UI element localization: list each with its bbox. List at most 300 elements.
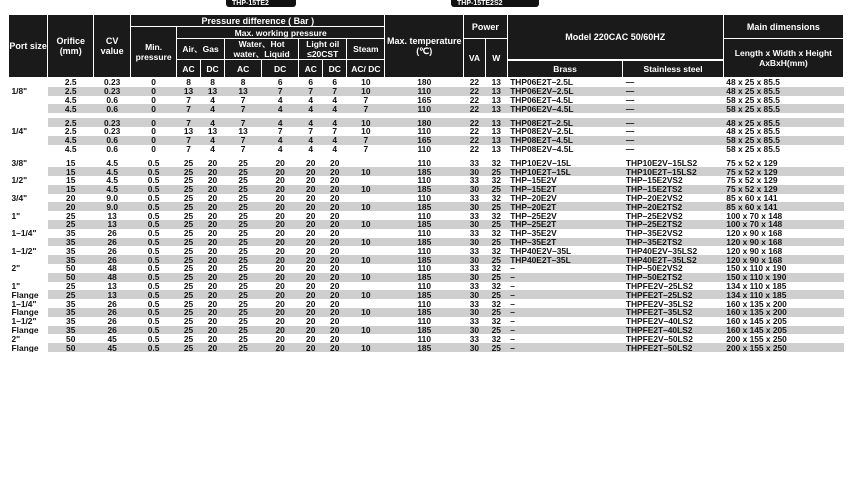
port-cell: 3/4" (11, 193, 28, 203)
water-dc-cell: 20 (262, 185, 299, 194)
max-temp-cell: 185 (385, 202, 464, 211)
cv-cell: 45 (94, 343, 131, 352)
min-pressure-cell: 0.5 (131, 326, 177, 335)
va-cell: 22 (469, 95, 480, 105)
cv-cell: 26 (94, 326, 131, 335)
min-pressure-cell: 0 (131, 118, 177, 127)
header-dimension-units: Length x Width x Height AxBxH(mm) (723, 39, 843, 78)
air-ac-cell: 25 (177, 308, 201, 317)
steam-cell: 10 (361, 126, 371, 136)
oil-ac-cell: 20 (306, 263, 316, 273)
oil-ac-cell: 20 (299, 326, 323, 335)
header-va: VA (464, 39, 486, 78)
max-temp-cell: 185 (385, 326, 464, 335)
orifice-cell: 4.5 (48, 104, 94, 113)
max-temp-cell: 110 (385, 87, 464, 96)
w-cell: 32 (491, 246, 501, 256)
orifice-cell: 15 (66, 158, 76, 168)
w-cell: 32 (491, 281, 501, 291)
brass-model-cell: THP06E2V–2.5L (507, 87, 623, 96)
water-dc-cell: 20 (275, 299, 285, 308)
port-cell: 1–1/4" (11, 299, 37, 308)
oil-dc-cell: 20 (330, 334, 340, 344)
brass-model-cell: THP06E2V–4.5L (507, 104, 623, 113)
dimensions-cell: 58 x 25 x 85.5 (723, 136, 843, 145)
cv-cell: 48 (94, 273, 131, 282)
orifice-cell: 2.5 (64, 126, 77, 136)
water-ac-cell: 25 (225, 167, 262, 176)
steam-cell: 10 (347, 238, 385, 247)
brass-model-cell: – (507, 308, 623, 317)
dimensions-cell: 48 x 25 x 85.5 (726, 77, 780, 87)
header-power: Power (464, 15, 508, 39)
va-cell: 22 (469, 77, 480, 87)
air-dc-cell: 4 (201, 118, 225, 127)
dimensions-cell: 85 x 60 x 141 (723, 202, 843, 211)
header-steam: Steam (347, 39, 385, 60)
header-max-temp: Max. temperature (℃) (385, 15, 464, 78)
stainless-model-cell: — (625, 95, 635, 105)
water-dc-cell: 20 (262, 255, 299, 264)
orifice-cell: 20 (66, 193, 76, 203)
oil-ac-cell: 4 (299, 104, 323, 113)
w-cell: 25 (485, 343, 507, 352)
table-row (9, 78, 844, 87)
air-dc-cell: 20 (207, 228, 218, 238)
va-cell: 30 (464, 238, 486, 247)
w-cell: 13 (485, 118, 507, 127)
header-min-pressure: Min. pressure (131, 27, 177, 78)
water-dc-cell: 6 (277, 77, 283, 87)
air-dc-cell: 20 (207, 211, 218, 220)
water-ac-cell: 25 (238, 158, 248, 168)
oil-dc-cell: 20 (323, 290, 347, 299)
oil-ac-cell: 6 (308, 77, 314, 87)
brass-model-cell: THP40E2V–35L (510, 246, 572, 256)
brass-model-cell: THP06E2T–4.5L (510, 95, 574, 105)
water-ac-cell: 25 (238, 211, 248, 220)
cv-cell: 0.6 (106, 144, 118, 154)
brass-model-cell: THP08E2V–4.5L (510, 144, 574, 154)
max-temp-cell: 185 (385, 220, 464, 229)
w-cell: 32 (491, 158, 501, 168)
cv-cell: 0.23 (94, 118, 131, 127)
brass-model-cell: THP08E2V–2.5L (510, 126, 574, 136)
table-row (9, 343, 844, 352)
dimensions-cell: 134 x 110 x 185 (723, 290, 843, 299)
cv-cell: 26 (107, 246, 117, 256)
port-cell (9, 202, 48, 211)
water-ac-cell: 7 (225, 118, 262, 127)
steam-cell (347, 246, 385, 255)
water-dc-cell: 20 (275, 263, 285, 273)
min-pressure-cell: 0.5 (147, 158, 160, 168)
stainless-model-cell: THP40E2V–35LS2 (625, 246, 698, 256)
brass-model-cell: THP–35E2T (507, 238, 623, 247)
orifice-cell: 15 (48, 167, 94, 176)
air-dc-cell: 20 (207, 193, 218, 203)
brass-model-cell: THP10E2T–15L (507, 167, 623, 176)
air-dc-cell: 20 (207, 246, 218, 256)
air-ac-cell: 25 (183, 228, 194, 238)
oil-dc-cell: 20 (330, 316, 340, 326)
oil-ac-cell: 4 (308, 144, 314, 154)
header-oil-dc: DC (323, 60, 347, 78)
air-ac-cell: 7 (186, 144, 191, 154)
air-dc-cell: 20 (207, 158, 218, 168)
table-row (9, 282, 844, 291)
water-ac-cell: 25 (225, 220, 262, 229)
w-cell: 25 (485, 255, 507, 264)
oil-ac-cell: 20 (306, 281, 316, 291)
table-row (9, 118, 844, 127)
oil-ac-cell: 20 (306, 175, 316, 185)
va-cell: 33 (469, 316, 480, 326)
water-dc-cell: 20 (262, 343, 299, 352)
steam-cell: 10 (347, 273, 385, 282)
brass-model-cell: THP–35E2V (510, 228, 557, 238)
dimensions-cell: 150 x 110 x 190 (726, 263, 787, 273)
air-dc-cell: 20 (207, 281, 218, 291)
port-cell: 3/8" (11, 158, 28, 168)
steam-cell (347, 211, 385, 220)
dimensions-cell: 58 x 25 x 85.5 (723, 104, 843, 113)
va-cell: 33 (469, 175, 480, 185)
oil-dc-cell: 20 (323, 220, 347, 229)
w-cell: 13 (485, 104, 507, 113)
steam-cell (347, 264, 385, 273)
steam-cell: 7 (363, 144, 369, 154)
w-cell: 25 (485, 273, 507, 282)
oil-ac-cell: 20 (299, 202, 323, 211)
max-temp-cell: 180 (417, 77, 432, 87)
steam-cell (347, 282, 385, 291)
table-row (9, 220, 844, 229)
min-pressure-cell: 0.5 (147, 299, 160, 308)
stainless-model-cell: THPFE2T–25LS2 (623, 290, 723, 299)
min-pressure-cell: 0 (151, 77, 156, 87)
port-cell: 2" (11, 263, 21, 273)
water-dc-cell: 4 (262, 118, 299, 127)
max-temp-cell: 110 (417, 263, 431, 273)
port-cell (9, 96, 48, 105)
orifice-cell: 50 (48, 273, 94, 282)
stainless-model-cell: THP–50E2TS2 (623, 273, 723, 282)
oil-ac-cell: 20 (306, 299, 316, 308)
header-air-ac: AC (177, 60, 201, 78)
water-dc-cell: 20 (262, 238, 299, 247)
min-pressure-cell: 0.5 (131, 202, 177, 211)
dimensions-cell: 48 x 25 x 85.5 (723, 118, 843, 127)
va-cell: 30 (464, 220, 486, 229)
cv-cell: 13 (107, 211, 117, 220)
orifice-cell: 4.5 (64, 95, 77, 105)
dimensions-cell: 120 x 90 x 168 (723, 255, 843, 264)
orifice-cell: 25 (48, 290, 94, 299)
table-row (9, 104, 844, 113)
min-pressure-cell: 0.5 (147, 334, 160, 344)
va-cell: 33 (469, 334, 480, 344)
cv-cell: 0.23 (94, 87, 131, 96)
steam-cell: 10 (347, 202, 385, 211)
table-row (9, 136, 844, 145)
dimensions-cell: 160 x 145 x 205 (723, 326, 843, 335)
min-pressure-cell: 0 (131, 104, 177, 113)
oil-dc-cell: 20 (323, 343, 347, 352)
w-cell: 32 (491, 334, 501, 344)
water-ac-cell: 25 (238, 175, 248, 185)
stainless-model-cell: THP–35E2TS2 (623, 238, 723, 247)
cv-cell: 4.5 (106, 158, 118, 168)
va-cell: 22 (464, 136, 486, 145)
oil-dc-cell: 20 (330, 211, 340, 220)
air-dc-cell: 20 (207, 299, 218, 308)
dimensions-cell: 200 x 155 x 250 (723, 343, 843, 352)
air-dc-cell: 20 (201, 220, 225, 229)
stainless-model-cell: THPFE2V–25LS2 (625, 281, 693, 291)
header-max-working: Max. working pressure (177, 27, 385, 39)
w-cell: 25 (485, 220, 507, 229)
oil-ac-cell: 20 (306, 228, 316, 238)
water-ac-cell: 13 (238, 126, 248, 136)
oil-ac-cell: 20 (299, 220, 323, 229)
max-temp-cell: 110 (417, 126, 431, 136)
air-ac-cell: 25 (183, 193, 194, 203)
max-temp-cell: 180 (385, 118, 464, 127)
steam-cell: 10 (347, 255, 385, 264)
max-temp-cell: 110 (417, 246, 431, 256)
steam-cell: 10 (347, 87, 385, 96)
brass-model-cell: THP–25E2T (507, 220, 623, 229)
water-ac-cell: 7 (240, 95, 246, 105)
max-temp-cell: 185 (385, 255, 464, 264)
table-row (9, 229, 844, 238)
orifice-cell: 4.5 (64, 144, 77, 154)
orifice-cell: 35 (48, 326, 94, 335)
air-ac-cell: 25 (177, 290, 201, 299)
stainless-model-cell: THPFE2T–35LS2 (623, 308, 723, 317)
port-cell: Flange (11, 307, 39, 317)
steam-cell (347, 299, 385, 308)
port-cell: 1" (11, 211, 21, 220)
oil-dc-cell: 4 (332, 95, 338, 105)
w-cell: 32 (491, 175, 501, 185)
stainless-model-cell: THP–15E2VS2 (625, 175, 683, 185)
water-ac-cell: 25 (225, 290, 262, 299)
dimensions-cell: 75 x 52 x 129 (726, 158, 778, 168)
table-row (9, 185, 844, 194)
max-temp-cell: 185 (385, 308, 464, 317)
max-temp-cell: 165 (417, 95, 432, 105)
oil-ac-cell: 20 (299, 167, 323, 176)
oil-ac-cell: 20 (299, 290, 323, 299)
w-cell: 13 (491, 126, 501, 136)
table-row (9, 264, 844, 273)
port-cell: Flange (11, 290, 39, 300)
oil-ac-cell: 7 (308, 126, 314, 136)
brass-model-cell: THP–20E2T (507, 202, 623, 211)
dimensions-cell: 75 x 52 x 129 (723, 185, 843, 194)
air-dc-cell: 20 (207, 316, 218, 326)
top-model-tags (0, 0, 854, 12)
oil-dc-cell: 20 (323, 167, 347, 176)
air-ac-cell: 25 (177, 255, 201, 264)
oil-ac-cell: 20 (306, 211, 316, 220)
cv-cell: 4.5 (94, 167, 131, 176)
cv-cell: 48 (107, 263, 117, 273)
va-cell: 30 (464, 167, 486, 176)
air-ac-cell: 25 (177, 343, 201, 352)
air-dc-cell: 20 (201, 273, 225, 282)
max-temp-cell: 110 (417, 158, 431, 168)
oil-ac-cell: 20 (299, 255, 323, 264)
brass-model-cell: – (507, 273, 623, 282)
air-ac-cell: 25 (183, 246, 194, 256)
brass-model-cell: THP40E2T–35L (507, 255, 623, 264)
air-ac-cell: 7 (186, 95, 191, 105)
max-temp-cell: 185 (385, 343, 464, 352)
air-dc-cell: 20 (201, 308, 225, 317)
cv-cell: 13 (107, 281, 117, 291)
orifice-cell: 35 (66, 299, 76, 308)
orifice-cell: 15 (48, 185, 94, 194)
air-dc-cell: 4 (201, 104, 225, 113)
water-dc-cell: 20 (275, 193, 285, 203)
air-ac-cell: 7 (177, 104, 201, 113)
va-cell: 22 (464, 104, 486, 113)
cv-cell: 26 (94, 255, 131, 264)
brass-model-cell: THP06E2T–2.5L (510, 77, 574, 87)
va-cell: 30 (464, 273, 486, 282)
dimensions-cell: 120 x 90 x 168 (723, 238, 843, 247)
dimensions-cell: 160 x 145 x 205 (726, 316, 787, 326)
orifice-cell: 4.5 (48, 136, 94, 145)
dimensions-cell: 200 x 155 x 250 (726, 334, 787, 344)
brass-model-cell: – (507, 326, 623, 335)
water-ac-cell: 25 (238, 334, 248, 344)
water-ac-cell: 25 (238, 228, 248, 238)
water-dc-cell: 20 (262, 273, 299, 282)
oil-dc-cell: 6 (332, 77, 338, 87)
port-cell (9, 78, 48, 87)
oil-dc-cell: 20 (330, 158, 340, 168)
stainless-model-cell: — (623, 118, 723, 127)
stainless-model-cell: THPFE2V–40LS2 (625, 316, 693, 326)
va-cell: 33 (469, 193, 480, 203)
brass-model-cell: – (507, 290, 623, 299)
stainless-model-cell: — (623, 104, 723, 113)
table-body (9, 78, 844, 352)
oil-ac-cell: 20 (299, 185, 323, 194)
va-cell: 33 (469, 281, 480, 291)
air-ac-cell: 7 (177, 118, 201, 127)
water-dc-cell: 20 (262, 202, 299, 211)
dimensions-cell: 100 x 70 x 148 (726, 211, 783, 220)
w-cell: 32 (491, 228, 501, 238)
brass-model-cell: THP–15E2T (507, 185, 623, 194)
header-orifice: Orifice (mm) (48, 15, 94, 78)
max-temp-cell: 110 (417, 299, 431, 308)
steam-cell: 10 (347, 343, 385, 352)
air-dc-cell: 20 (201, 255, 225, 264)
dimensions-cell: 58 x 25 x 85.5 (726, 144, 780, 154)
cv-cell: 13 (94, 220, 131, 229)
cv-cell: 13 (94, 290, 131, 299)
port-cell (9, 220, 48, 229)
orifice-cell: 50 (66, 334, 76, 344)
water-ac-cell: 25 (225, 326, 262, 335)
water-dc-cell: 20 (275, 158, 285, 168)
air-ac-cell: 25 (183, 281, 194, 291)
water-ac-cell: 8 (240, 77, 246, 87)
steam-cell: 7 (363, 95, 369, 105)
water-dc-cell: 20 (262, 167, 299, 176)
water-dc-cell: 4 (277, 95, 283, 105)
oil-ac-cell: 20 (306, 246, 316, 256)
oil-dc-cell: 20 (330, 175, 340, 185)
water-ac-cell: 25 (238, 316, 248, 326)
port-cell: 1/4" (11, 126, 28, 136)
max-temp-cell: 110 (417, 281, 431, 291)
stainless-model-cell: THP–20E2TS2 (623, 202, 723, 211)
stainless-model-cell: THP–50E2VS2 (625, 263, 683, 273)
port-cell (9, 273, 48, 282)
oil-ac-cell: 20 (299, 343, 323, 352)
min-pressure-cell: 0 (151, 95, 156, 105)
dimensions-cell: 134 x 110 x 185 (726, 281, 787, 291)
oil-ac-cell: 20 (306, 193, 316, 203)
oil-ac-cell: 7 (299, 87, 323, 96)
water-dc-cell: 7 (262, 87, 299, 96)
max-temp-cell: 185 (385, 238, 464, 247)
header-model: Model 220CAC 50/60HZ (507, 15, 723, 60)
cv-cell: 26 (94, 308, 131, 317)
water-ac-cell: 13 (225, 87, 262, 96)
table-row (9, 96, 844, 105)
dimensions-cell: 160 x 135 x 200 (723, 308, 843, 317)
min-pressure-cell: 0.5 (147, 193, 160, 203)
w-cell: 25 (485, 308, 507, 317)
air-ac-cell: 13 (177, 87, 201, 96)
max-temp-cell: 185 (385, 290, 464, 299)
air-ac-cell: 25 (177, 202, 201, 211)
table-row (9, 145, 844, 154)
air-ac-cell: 25 (177, 238, 201, 247)
port-cell: 1–1/4" (11, 228, 37, 238)
air-ac-cell: 25 (183, 211, 194, 220)
brass-model-cell: THP–20E2V (510, 193, 557, 203)
va-cell: 22 (469, 126, 480, 136)
water-dc-cell: 7 (277, 126, 283, 136)
w-cell: 13 (491, 144, 501, 154)
table-header (9, 15, 844, 78)
stainless-model-cell: THP–35E2VS2 (625, 228, 683, 238)
brass-model-cell: – (510, 316, 515, 326)
oil-ac-cell: 20 (299, 238, 323, 247)
port-cell: 1/2" (11, 175, 28, 185)
va-cell: 30 (464, 202, 486, 211)
va-cell: 30 (464, 308, 486, 317)
table-row (9, 334, 844, 343)
max-temp-cell: 185 (385, 185, 464, 194)
port-cell (9, 136, 48, 145)
orifice-cell: 50 (66, 263, 76, 273)
stainless-model-cell: THPFE2T–40LS2 (623, 326, 723, 335)
header-brass: Brass (507, 60, 623, 78)
table-row (9, 158, 844, 167)
water-ac-cell: 7 (225, 136, 262, 145)
header-pressure-difference: Pressure difference ( Bar ) (131, 15, 385, 27)
